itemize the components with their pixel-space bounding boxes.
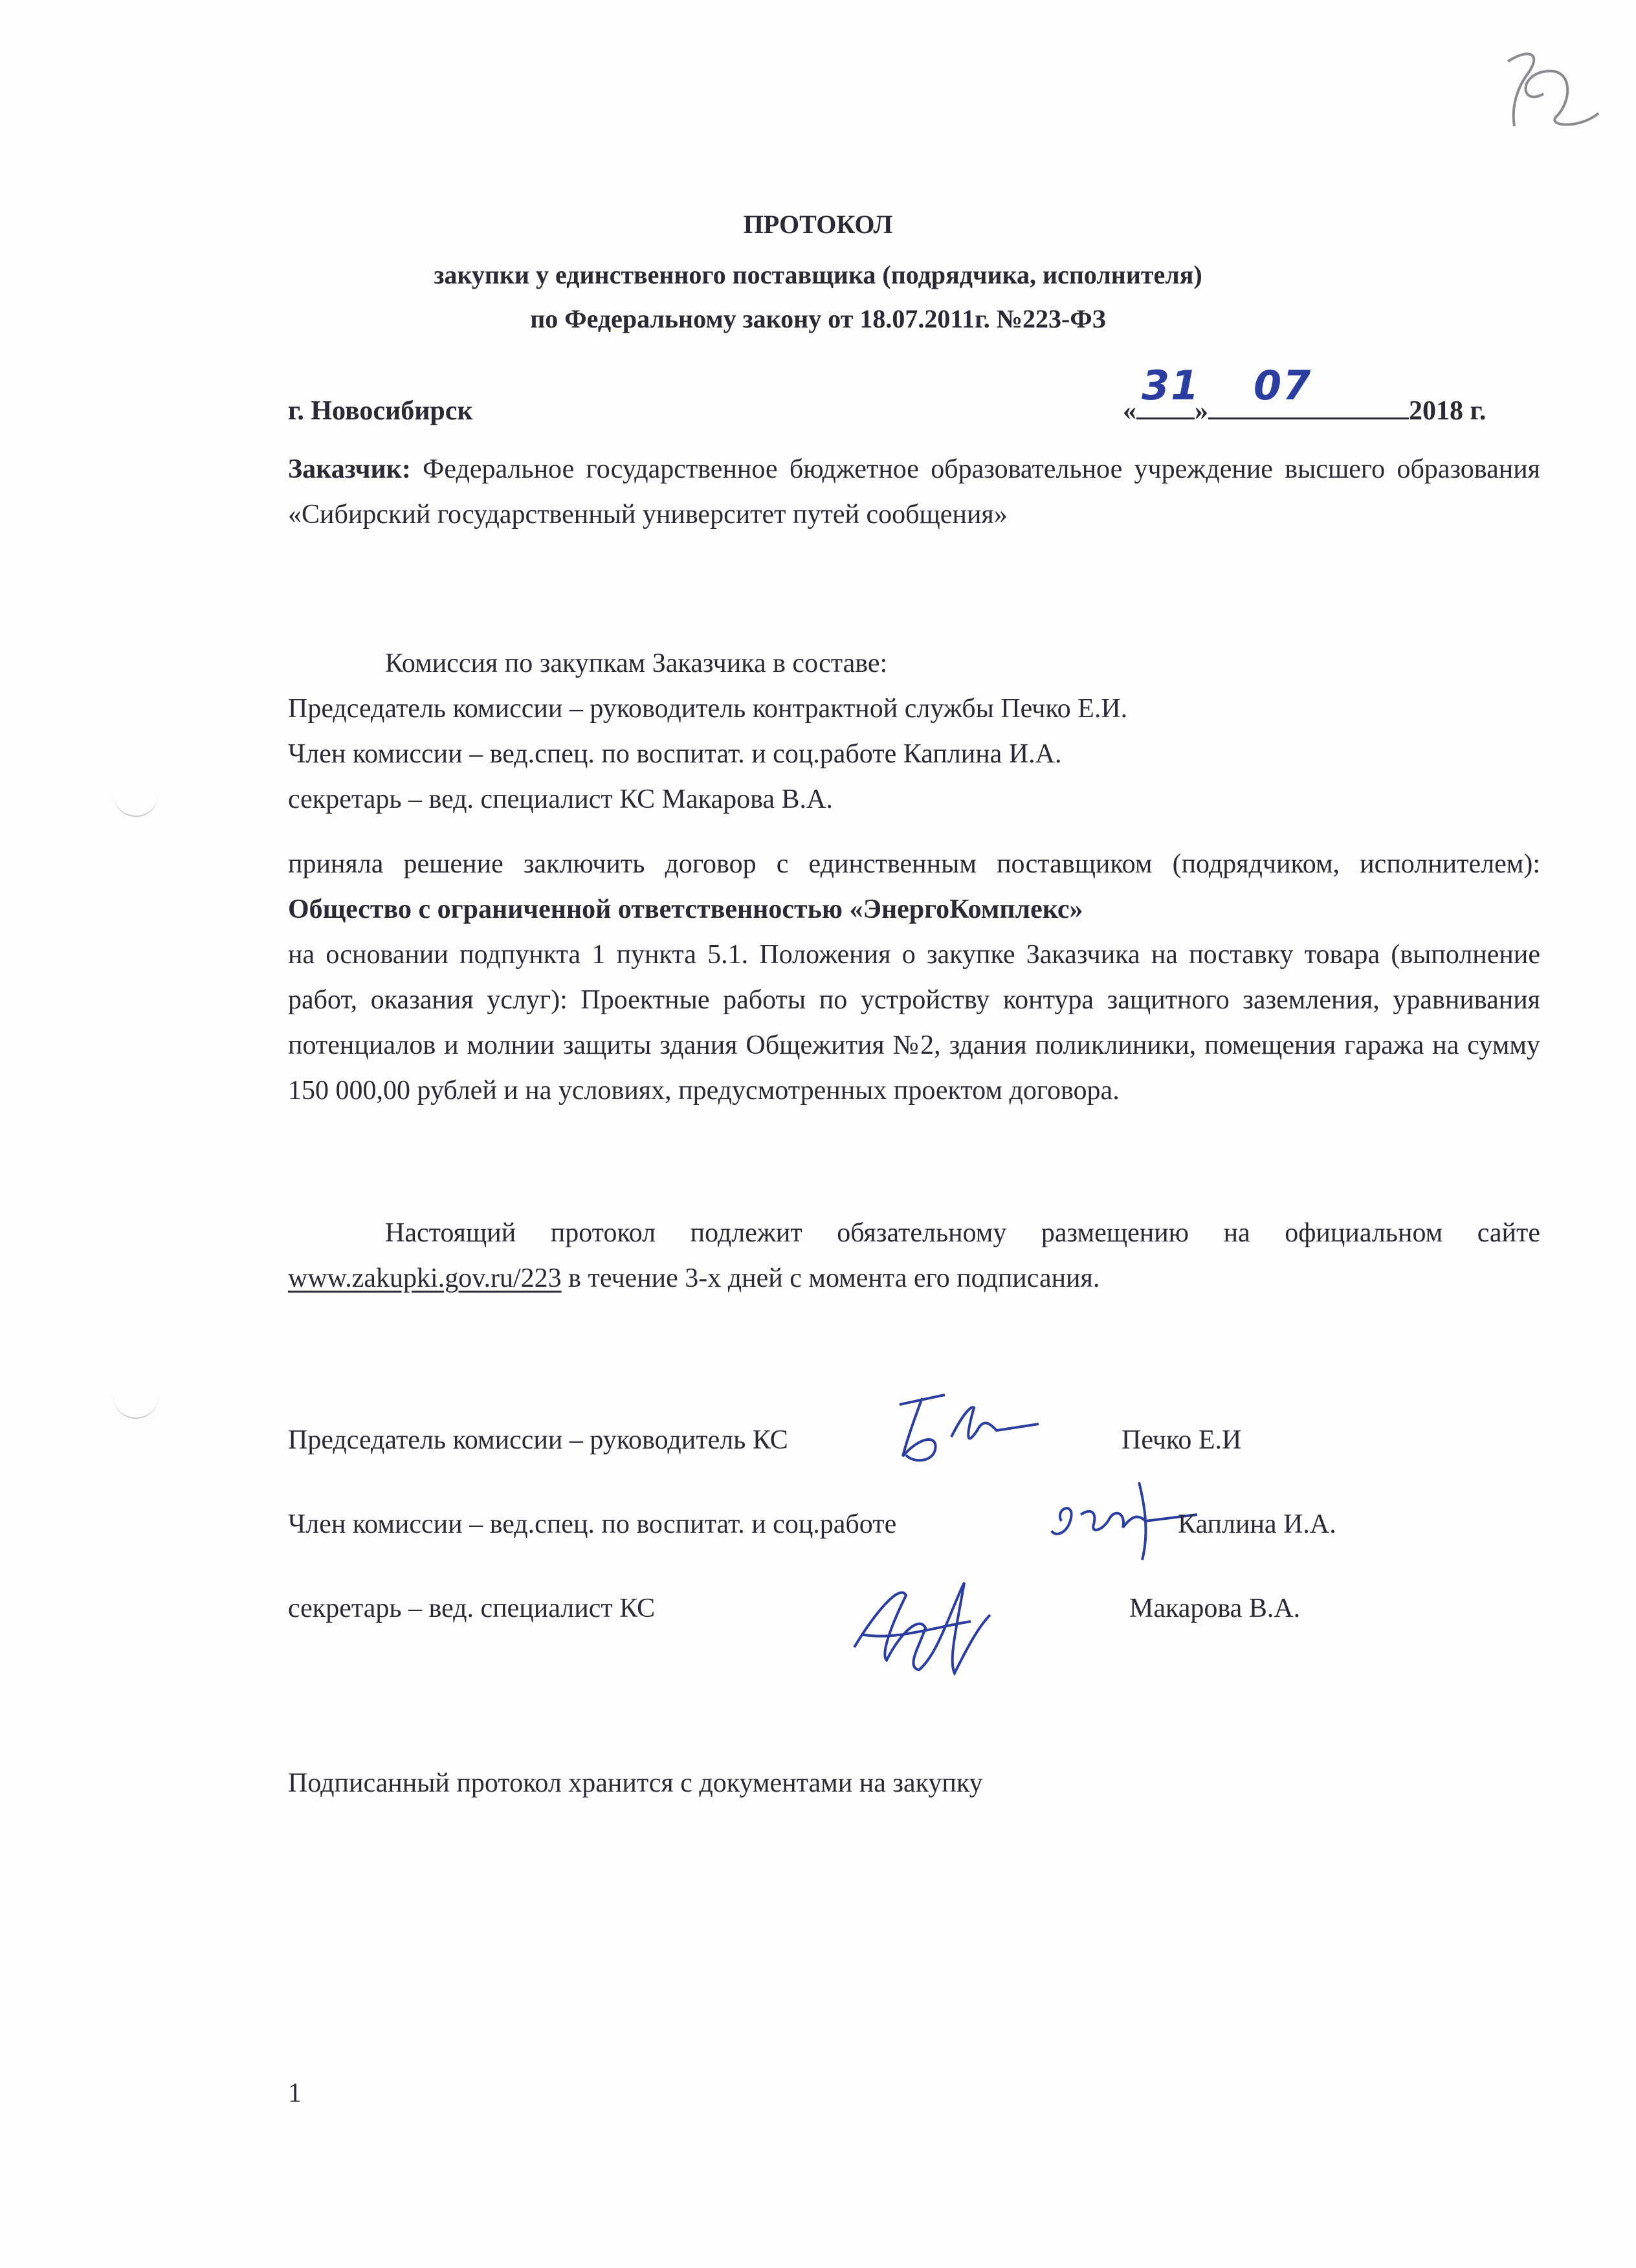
commission-chair: Председатель комиссии – руководитель контрактной службы Печко Е.И.	[288, 694, 1128, 724]
punch-mark-upper	[113, 790, 159, 817]
signer-secretary-name: Макарова В.А.	[1129, 1594, 1301, 1623]
commission-block	[288, 641, 1540, 822]
signer-secretary-role: секретарь – вед. специалист КС	[288, 1594, 656, 1623]
notice-text-before: Настоящий протокол подлежит обязательному размещению на официальном сайте	[385, 1218, 1540, 1248]
page-number: 1	[288, 2078, 302, 2108]
document-date	[1123, 362, 1524, 434]
document-subtitle-line1: закупки у единственного поставщика (подрядчика, исполнителя)	[434, 260, 1202, 289]
city-label: г. Новосибирск	[288, 396, 473, 426]
procurement-site-link[interactable]: www.zakupki.gov.ru/223	[288, 1263, 562, 1293]
date-month-field	[1208, 362, 1409, 419]
signer-chair-name: Печко Е.И	[1122, 1425, 1242, 1455]
commission-secretary: секретарь – вед. специалист КС Макарова В.А.	[288, 784, 833, 814]
customer-text: Федеральное государственное бюджетное образовательное учреждение высшего образования «Сибирский государственный университет путей сообщения»	[288, 454, 1540, 529]
date-year: 2018 г.	[1409, 396, 1487, 426]
decision-text-after: на основании подпункта 1 пункта 5.1. Положения о закупке Заказчика на поставку товара (выполнение работ, оказания услуг): Проектные работы по устройству контура защитного заземления, уравнивания потенциалов и молнии защиты здания Общежития №2, здания поликлиники, помещения гаража на сумму 150 000,00 рублей и на условиях, предусмотренных проектом договора.	[288, 940, 1540, 1106]
publication-notice	[288, 1210, 1540, 1301]
customer-paragraph	[288, 447, 1540, 537]
supplier-name: Общество с ограниченной ответственностью «ЭнергоКомплекс»	[288, 895, 1083, 924]
date-mid-quote: »	[1195, 396, 1208, 426]
storage-note: Подписанный протокол хранится с документами на закупку	[288, 1768, 983, 1798]
notice-text-after: в течение 3-х дней с момента его подписания.	[561, 1263, 1100, 1293]
chair-signature	[887, 1379, 1048, 1476]
decision-text-before: приняла решение заключить договор с единственным поставщиком (подрядчиком, исполнителем):	[288, 849, 1540, 879]
notice-indent	[288, 1218, 385, 1248]
date-open-quote: «	[1123, 396, 1136, 426]
punch-mark-lower	[113, 1392, 159, 1419]
document-title: ПРОТОКОЛ	[743, 210, 893, 239]
signer-member-role: Член комиссии – вед.спец. по воспитат. и соц.работе	[288, 1509, 897, 1539]
pencil-page-mark	[1482, 36, 1611, 133]
commission-member: Член комиссии – вед.спец. по воспитат. и соц.работе Каплина И.А.	[288, 739, 1062, 769]
date-day-field	[1136, 362, 1200, 419]
signer-member-name: Каплина И.А.	[1178, 1509, 1336, 1539]
decision-paragraph	[288, 841, 1540, 1113]
commission-intro: Комиссия по закупкам Заказчика в составе:	[385, 649, 888, 678]
date-day-handwritten: 31	[1142, 362, 1200, 409]
signer-chair-role: Председатель комиссии – руководитель КС	[288, 1425, 788, 1455]
date-month-handwritten: 07	[1254, 362, 1312, 409]
secretary-signature	[841, 1557, 1010, 1693]
customer-label: Заказчик:	[288, 454, 411, 484]
document-subtitle-line2: по Федеральному закону от 18.07.2011г. №223-ФЗ	[530, 304, 1106, 333]
